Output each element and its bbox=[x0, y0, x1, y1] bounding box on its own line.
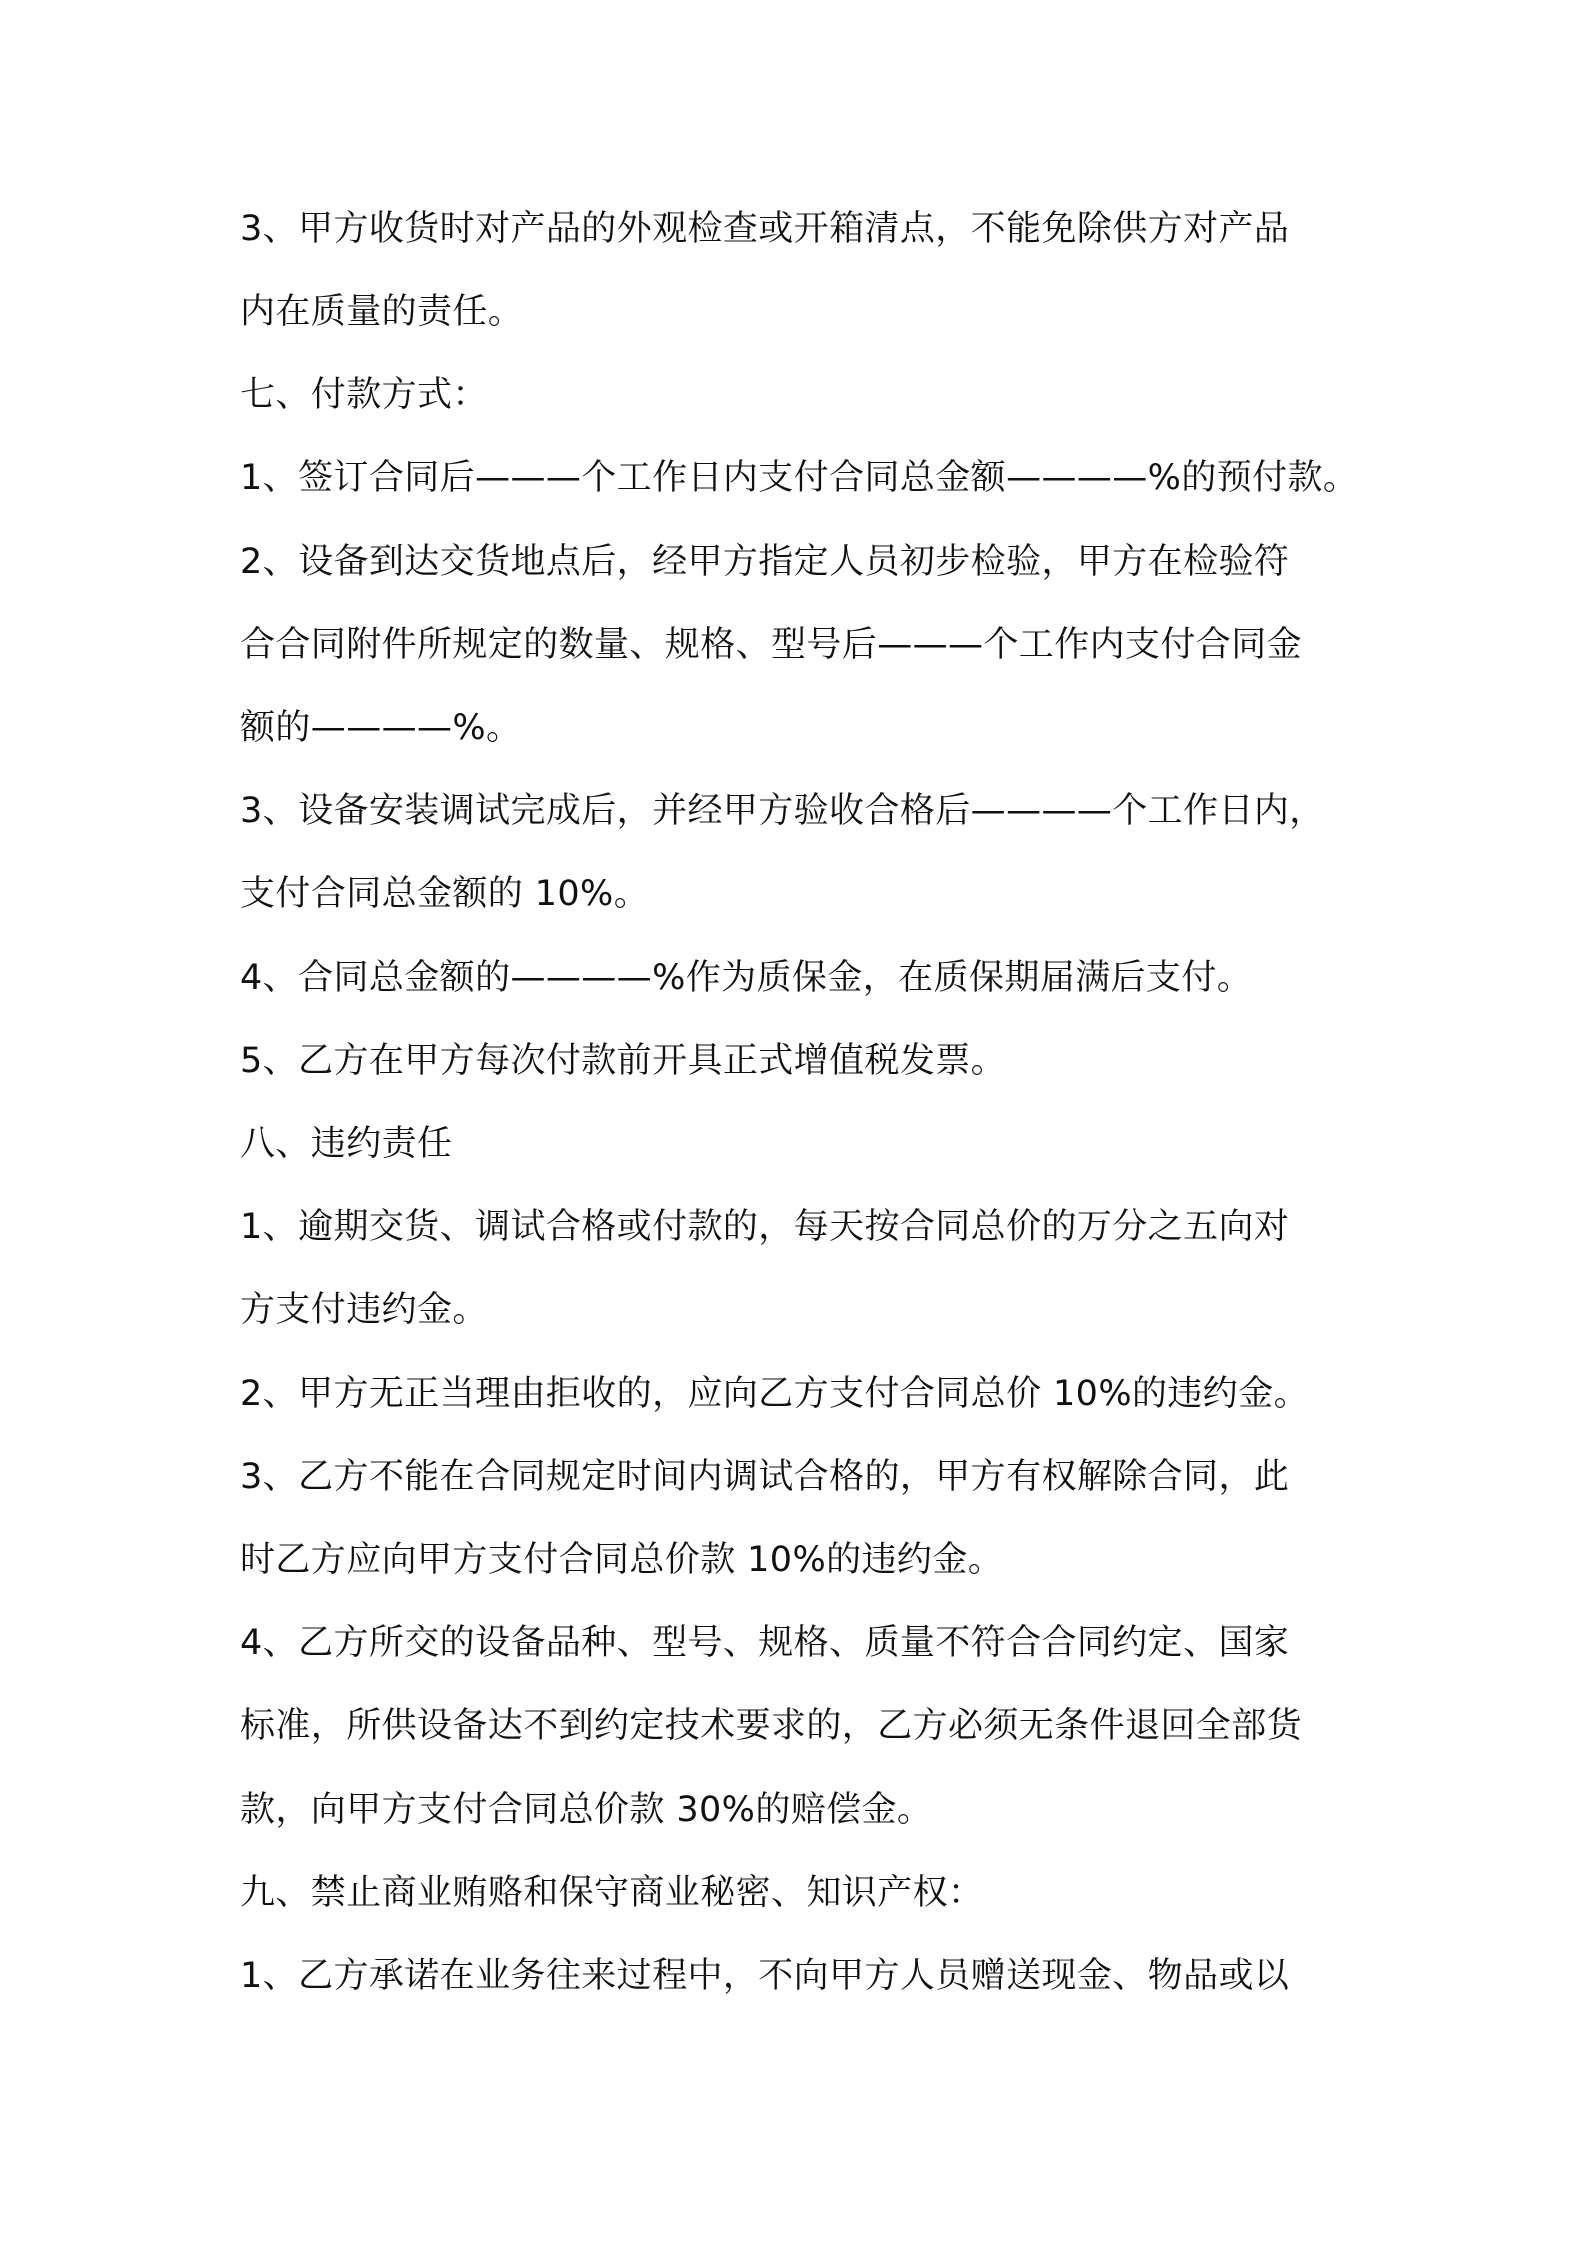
paragraph-line: 合合同附件所规定的数量、规格、型号后———个工作内支付合同金 bbox=[240, 625, 1303, 665]
paragraph-line: 标准，所供设备达不到约定技术要求的，乙方必须无条件退回全部货 bbox=[240, 1706, 1303, 1746]
paragraph-line: 1、签订合同后———个工作日内支付合同总金额————%的预付款。 bbox=[240, 458, 1359, 498]
paragraph-line: 款，向甲方支付合同总价款 30%的赔偿金。 bbox=[240, 1790, 933, 1830]
paragraph-line: 方支付违约金。 bbox=[240, 1290, 488, 1330]
paragraph-line: 2、设备到达交货地点后，经甲方指定人员初步检验，甲方在检验符 bbox=[240, 542, 1290, 582]
section-heading: 八、违约责任 bbox=[240, 1124, 453, 1164]
section-heading: 九、禁止商业贿赂和保守商业秘密、知识产权： bbox=[240, 1873, 984, 1913]
paragraph-line: 1、乙方承诺在业务往来过程中，不向甲方人员赠送现金、物品或以 bbox=[240, 1956, 1290, 1996]
paragraph-line: 3、甲方收货时对产品的外观检查或开箱清点，不能免除供方对产品 bbox=[240, 209, 1290, 249]
paragraph-line: 5、乙方在甲方每次付款前开具正式增值税发票。 bbox=[240, 1041, 1007, 1081]
paragraph-line: 支付合同总金额的 10%。 bbox=[240, 874, 650, 914]
paragraph-line: 3、乙方不能在合同规定时间内调试合格的，甲方有权解除合同，此 bbox=[240, 1457, 1290, 1497]
paragraph-line: 内在质量的责任。 bbox=[240, 292, 524, 332]
paragraph-line: 4、乙方所交的设备品种、型号、规格、质量不符合合同约定、国家 bbox=[240, 1623, 1290, 1663]
paragraph-line: 时乙方应向甲方支付合同总价款 10%的违约金。 bbox=[240, 1540, 1004, 1580]
paragraph-line: 1、逾期交货、调试合格或付款的，每天按合同总价的万分之五向对 bbox=[240, 1207, 1290, 1247]
paragraph-line: 2、甲方无正当理由拒收的，应向乙方支付合同总价 10%的违约金。 bbox=[240, 1374, 1309, 1414]
paragraph-line: 3、设备安装调试完成后，并经甲方验收合格后————个工作日内， bbox=[240, 791, 1325, 831]
section-heading: 七、付款方式： bbox=[240, 375, 488, 415]
paragraph-line: 额的————%。 bbox=[240, 708, 522, 748]
paragraph-line: 4、合同总金额的————%作为质保金，在质保期届满后支付。 bbox=[240, 958, 1253, 998]
